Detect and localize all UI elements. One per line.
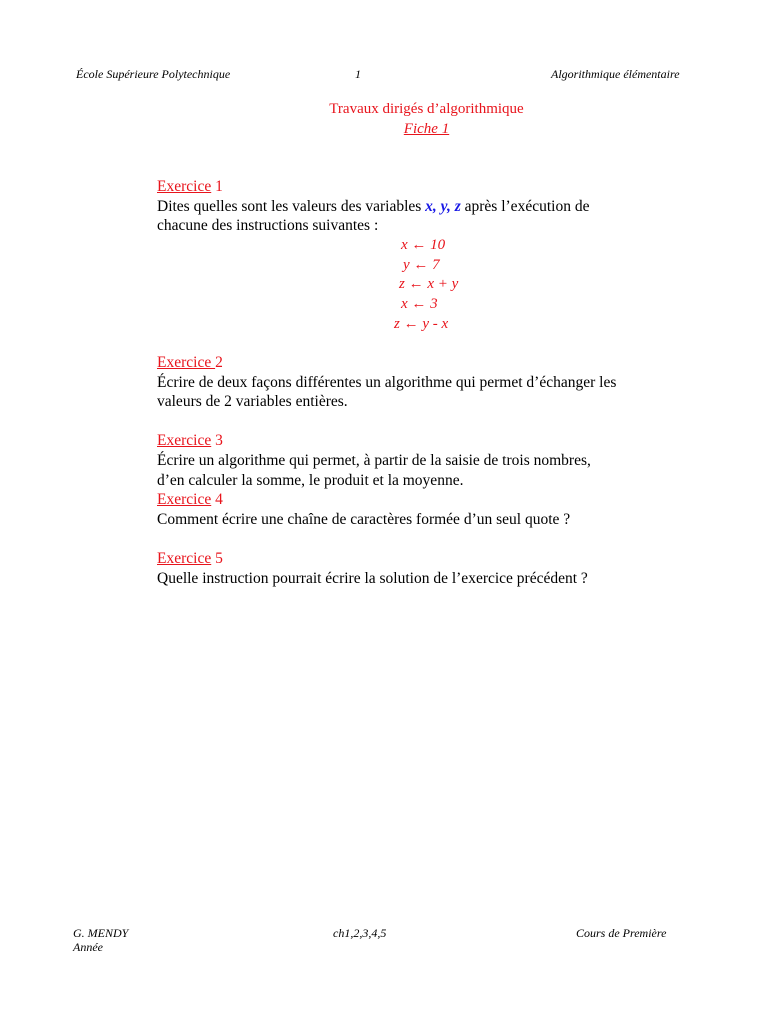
exercise-number: 4 [211,491,223,508]
exercise-2-line-2: valeurs de 2 variables entières. [157,393,348,410]
exercise-1-text-after: après l’exécution de [460,198,590,215]
exercise-5-label [157,550,223,568]
header-school: École Supérieure Polytechnique [76,67,231,81]
exercise-5-line-1: Quelle instruction pourrait écrire la solution de l’exercice précédent ? [157,570,588,587]
footer-chapters: ch1,2,3,4,5 [333,926,387,940]
header-course: Algorithmique élémentaire [551,67,680,81]
instruction-2: y ← 7 [403,257,440,273]
exercise-number: 5 [211,550,223,567]
exercise-1-text-before: Dites quelles sont les valeurs des variables [157,198,426,215]
instruction-1: x ← 10 [401,237,446,253]
footer-level: Cours de Première [576,926,667,940]
exercise-3-line-2: d’en calculer la somme, le produit et la moyenne. [157,472,464,489]
exercise-number: 3 [211,432,223,449]
exercise-word: Exercice [157,178,212,195]
exercise-word: Exercice [157,491,212,508]
instruction-4: x ← 3 [401,296,438,312]
header-page-number: 1 [355,67,361,81]
exercise-1-line-1 [157,198,589,216]
exercise-word: Exercice [157,354,216,371]
exercise-2-line-1: Écrire de deux façons différentes un algorithme qui permet d’échanger les [157,374,617,391]
page-title: Travaux dirigés d’algorithmique [329,101,524,117]
exercise-2-label [157,354,223,372]
exercise-word: Exercice [157,432,212,449]
instruction-3: z ← x + y [399,276,459,292]
exercise-number: 1 [211,178,223,195]
exercise-word: Exercice [157,550,212,567]
exercise-number: 2 [215,354,223,371]
page-subtitle: Fiche 1 [403,121,450,137]
exercise-3-line-1: Écrire un algorithme qui permet, à partir de la saisie de trois nombres, [157,452,591,469]
footer-author: G. MENDY [73,926,129,940]
exercise-3-label [157,432,223,450]
exercise-1-label [157,178,223,196]
footer-year: Année [73,940,103,954]
exercise-4-label [157,491,223,509]
exercise-4-line-1: Comment écrire une chaîne de caractères formée d’un seul quote ? [157,511,571,528]
variables-xyz: x, y, z [425,198,461,215]
instruction-5: z ← y - x [394,316,449,332]
exercise-1-line-2: chacune des instructions suivantes : [157,217,379,234]
